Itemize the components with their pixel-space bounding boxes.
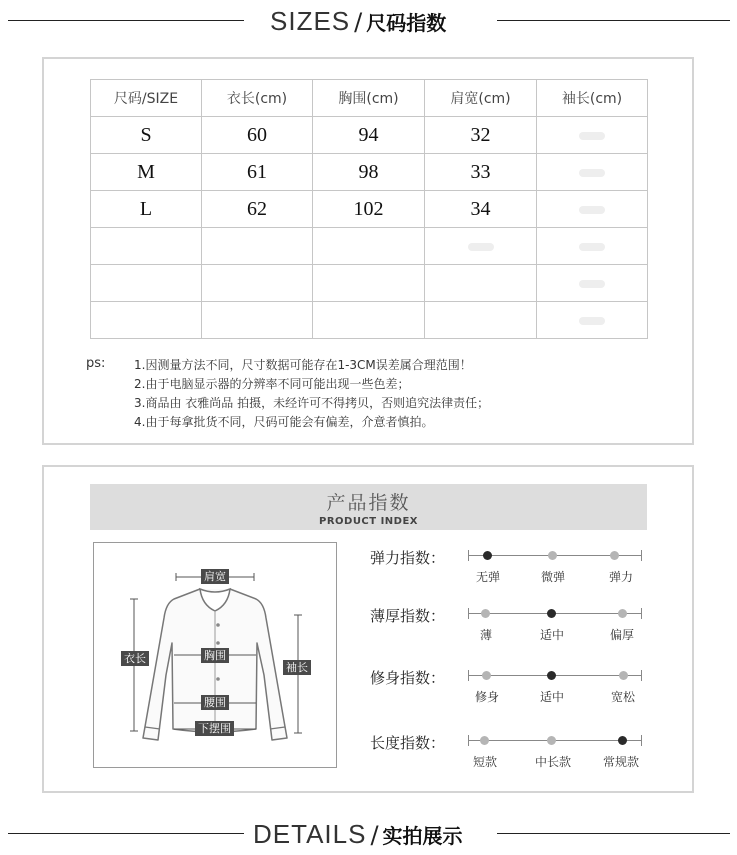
note-item: 4.由于每拿批货不同，尺码可能会有偏差，介意者慎拍。 [134, 415, 434, 429]
table-row [91, 117, 648, 154]
details-header-slash: / [370, 821, 379, 849]
table-cell [425, 228, 537, 265]
index-dot [480, 736, 489, 745]
index-tick [468, 670, 469, 681]
note-item: 1.因测量方法不同，尺寸数据可能存在1-3CM误差属合理范围！ [134, 358, 472, 372]
index-dot [548, 551, 557, 560]
note-item: 3.商品由 衣雅尚品 拍摄，未经许可不得拷贝，否则追究法律责任； [134, 396, 490, 410]
table-cell [202, 265, 313, 302]
table-cell [537, 265, 648, 302]
sizes-header-right-rule [497, 20, 730, 21]
index-label: 修身指数： [370, 669, 446, 687]
index-dot [482, 671, 491, 680]
sizes-header [270, 6, 446, 37]
sleeve-label: 袖长 [283, 660, 311, 675]
table-cell [91, 228, 202, 265]
product-index-banner [90, 484, 647, 530]
blurred-value [579, 280, 605, 288]
details-header [253, 819, 463, 850]
sizes-header-en: SIZES [270, 6, 351, 36]
table-cell: S [91, 117, 202, 154]
blurred-value [579, 243, 605, 251]
index-tick [468, 550, 469, 561]
index-option-label: 微弹 [540, 570, 566, 584]
index-label: 弹力指数： [370, 549, 446, 567]
index-option-label: 中长款 [534, 755, 572, 769]
index-option-label: 修身 [474, 690, 500, 704]
size-table-header-cell: 肩宽(cm) [425, 80, 537, 117]
index-row-elasticity [370, 547, 650, 587]
table-cell: 102 [313, 191, 425, 228]
table-cell: 33 [425, 154, 537, 191]
table-cell: 94 [313, 117, 425, 154]
table-cell [202, 228, 313, 265]
table-cell: M [91, 154, 202, 191]
size-table-header-row [91, 80, 648, 117]
waist-label: 腰围 [201, 695, 229, 710]
product-index-subtitle: PRODUCT INDEX [318, 516, 419, 527]
table-cell [313, 265, 425, 302]
index-tick [641, 670, 642, 681]
index-tick [468, 608, 469, 619]
index-label: 薄厚指数： [370, 607, 446, 625]
table-cell [537, 154, 648, 191]
blurred-value [579, 169, 605, 177]
index-tick [641, 550, 642, 561]
size-table-header-cell: 尺码/SIZE [91, 80, 202, 117]
size-table-header-cell: 衣长(cm) [202, 80, 313, 117]
index-row-length [370, 732, 650, 772]
index-option-label: 偏厚 [609, 628, 635, 642]
product-index-title: 产品指数 [326, 492, 411, 514]
measurement-diagram [93, 542, 337, 768]
table-cell: 61 [202, 154, 313, 191]
index-dot [618, 736, 627, 745]
table-row [91, 154, 648, 191]
table-cell [537, 302, 648, 339]
table-cell [537, 228, 648, 265]
index-option-label: 常规款 [602, 755, 640, 769]
table-cell [537, 117, 648, 154]
size-table-header-cell: 胸围(cm) [313, 80, 425, 117]
blurred-value [579, 132, 605, 140]
length-label: 衣长 [121, 651, 149, 666]
notes-label: ps: [86, 356, 106, 371]
index-option-label: 适中 [539, 628, 565, 642]
table-cell: 62 [202, 191, 313, 228]
table-cell: L [91, 191, 202, 228]
index-option-label: 适中 [539, 690, 565, 704]
index-dot [547, 736, 556, 745]
table-cell [313, 302, 425, 339]
shoulder-label: 肩宽 [201, 569, 229, 584]
table-cell [425, 265, 537, 302]
table-cell [91, 302, 202, 339]
table-cell [537, 191, 648, 228]
table-row [91, 265, 648, 302]
sizes-header-slash: / [354, 8, 363, 36]
note-item: 2.由于电脑显示器的分辨率不同可能出现一些色差； [134, 377, 410, 391]
index-option-label: 弹力 [608, 570, 634, 584]
index-dot [618, 609, 627, 618]
blurred-value [468, 243, 494, 251]
index-dot [610, 551, 619, 560]
index-option-label: 宽松 [610, 690, 636, 704]
index-tick [468, 735, 469, 746]
blurred-value [579, 317, 605, 325]
index-dot [547, 671, 556, 680]
details-header-cn: 实拍展示 [382, 824, 463, 848]
table-cell: 60 [202, 117, 313, 154]
table-row [91, 228, 648, 265]
blurred-value [579, 206, 605, 214]
table-row [91, 302, 648, 339]
index-option-label: 薄 [479, 628, 493, 642]
index-row-thickness [370, 605, 650, 645]
table-cell [313, 228, 425, 265]
sizes-header-cn: 尺码指数 [366, 11, 447, 35]
index-dot [483, 551, 492, 560]
index-tick [641, 608, 642, 619]
table-cell: 98 [313, 154, 425, 191]
size-table [90, 79, 648, 339]
sizes-header-left-rule [8, 20, 244, 21]
details-header-en: DETAILS [253, 819, 367, 849]
table-cell [425, 302, 537, 339]
details-header-left-rule [8, 833, 244, 834]
index-tick [641, 735, 642, 746]
chest-label: 胸围 [201, 648, 229, 663]
index-option-label: 无弹 [475, 570, 501, 584]
hem-label: 下摆围 [195, 721, 234, 736]
index-row-fit [370, 667, 650, 707]
index-option-label: 短款 [472, 755, 498, 769]
table-row [91, 191, 648, 228]
table-cell [202, 302, 313, 339]
index-label: 长度指数： [370, 734, 446, 752]
index-dot [547, 609, 556, 618]
table-cell [91, 265, 202, 302]
details-header-right-rule [497, 833, 730, 834]
index-dot [619, 671, 628, 680]
index-dot [481, 609, 490, 618]
table-cell: 34 [425, 191, 537, 228]
size-table-header-cell: 袖长(cm) [537, 80, 648, 117]
table-cell: 32 [425, 117, 537, 154]
